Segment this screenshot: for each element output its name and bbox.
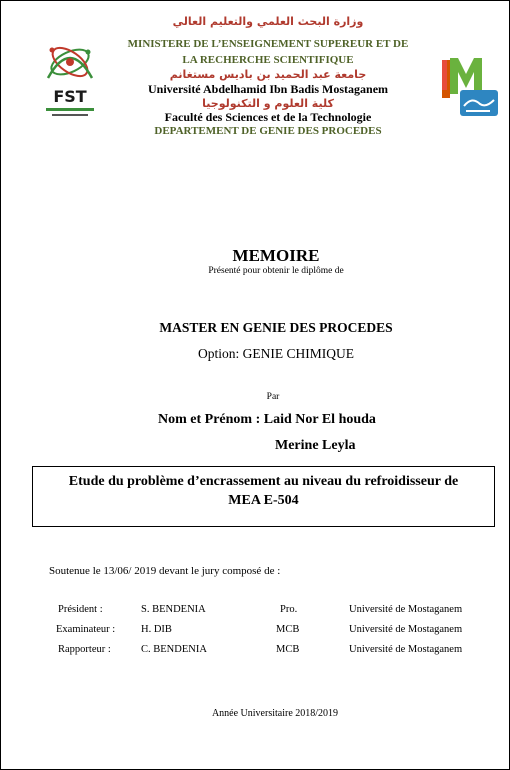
ministry-french-line-1: MINISTERE DE L’ENSEIGNEMENT SUPEREUR ET DE — [127, 38, 409, 50]
degree-title: MASTER EN GENIE DES PROCEDES — [159, 320, 393, 335]
author-2: Merine Leyla — [275, 438, 356, 453]
ministry-arabic: وزارة البحث العلمي والتعليم العالي — [172, 15, 364, 28]
jury-institution: Université de Mostaganem — [349, 624, 463, 635]
university-arabic: جامعة عبد الحميد بن باديس مستغانم — [169, 68, 367, 81]
jury-row — [0, 624, 510, 644]
jury-name: C. BENDENIA — [141, 644, 207, 655]
jury-row — [0, 644, 510, 664]
thesis-title-line-2: MEA E-504 — [228, 493, 299, 508]
jury-institution: Université de Mostaganem — [349, 604, 463, 615]
author-label: Nom et Prénom : — [158, 412, 264, 427]
jury-role: Président : — [58, 604, 103, 615]
option-title: Option: GENIE CHIMIQUE — [198, 346, 354, 361]
jury-role: Rapporteur : — [58, 644, 111, 655]
jury-grade: MCB — [276, 624, 300, 635]
memoire-title: MEMOIRE — [232, 246, 320, 265]
faculty-arabic: كلية العلوم و التكنولوجيا — [202, 97, 334, 110]
jury-role: Examinateur : — [56, 624, 116, 635]
university-french: Université Abdelhamid Ibn Badis Mostaganem — [147, 82, 389, 96]
department-name: DEPARTEMENT DE GENIE DES PROCEDES — [154, 125, 382, 137]
jury-institution: Université de Mostaganem — [349, 644, 463, 655]
jury-row — [0, 604, 510, 624]
defense-statement: Soutenue le 13/06/ 2019 devant le jury composé de : — [49, 565, 281, 577]
academic-year: Année Universitaire 2018/2019 — [211, 708, 339, 719]
jury-grade: Pro. — [280, 604, 298, 615]
ministry-french-line-2: LA RECHERCHE SCIENTIFIQUE — [182, 54, 354, 66]
fst-logo-text: FST — [53, 87, 87, 106]
author-1: Laid Nor El houda — [263, 412, 376, 427]
jury-name: H. DIB — [141, 624, 172, 635]
by-label: Par — [266, 392, 280, 402]
jury-grade: MCB — [276, 644, 300, 655]
faculty-french: Faculté des Sciences et de la Technologie — [164, 110, 372, 124]
jury-name: S. BENDENIA — [141, 604, 206, 615]
memoire-subtitle: Présenté pour obtenir le diplôme de — [208, 266, 344, 276]
page-border-top — [0, 0, 510, 1]
thesis-title-line-1: Etude du problème d’encrassement au niveau du refroidisseur de — [68, 474, 459, 489]
jury-table — [0, 604, 510, 664]
author-line-1 — [158, 412, 376, 428]
